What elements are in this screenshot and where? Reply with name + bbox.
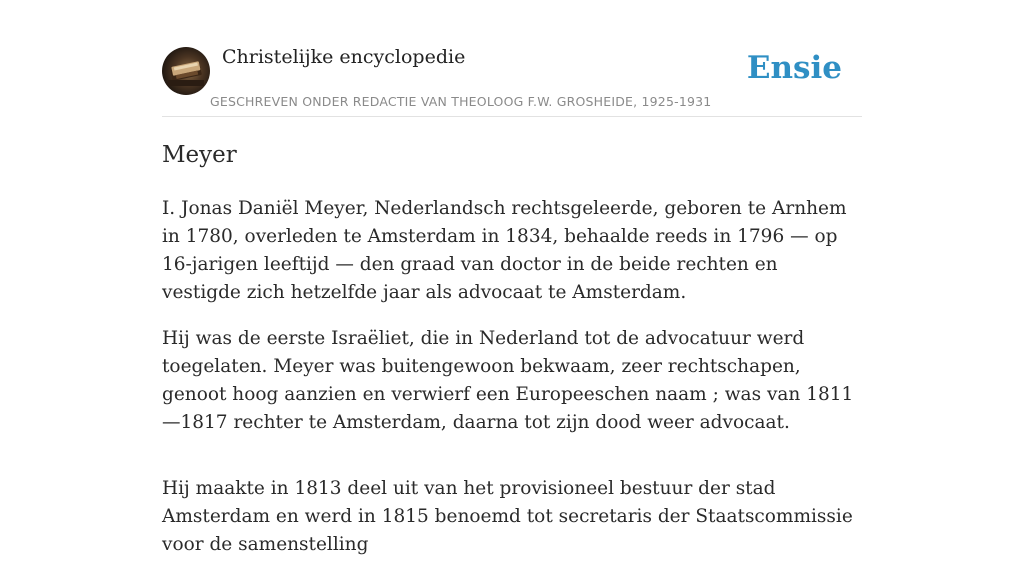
ensie-logo-link[interactable]: Ensie <box>746 50 842 86</box>
article-paragraph: Hij maakte in 1813 deel uit van het provisioneel bestuur der stad Amsterdam en werd in 1815 benoemd tot secretaris der Staatscommissie voor de samenstelling <box>162 478 853 555</box>
site-header <box>162 44 862 117</box>
site-avatar[interactable] <box>162 47 210 95</box>
article-paragraph: I. Jonas Daniël Meyer, Nederlandsch rechtsgeleerde, geboren te Arnhem in 1780, overleden te Amsterdam in 1834, behaalde reeds in 1796 — op 16-jarigen leeftijd — den graad van doctor in de beide rechten en vestigde zich hetzelfde jaar als advocaat te Amsterdam. <box>162 198 847 303</box>
book-photo-icon <box>162 47 210 95</box>
article <box>162 138 862 577</box>
article-title: Meyer <box>162 142 237 168</box>
site-subtitle: GESCHREVEN ONDER REDACTIE VAN THEOLOOG F.W. GROSHEIDE, 1925-1931 <box>210 94 712 109</box>
site-title[interactable]: Christelijke encyclopedie <box>222 46 466 68</box>
article-paragraph: Hij was de eerste Israëliet, die in Nederland tot de advocatuur werd toegelaten. Meyer was buitengewoon bekwaam, zeer rechtschapen, genoot hoog aanzien en verwierf een Europeeschen naam ; was van 1811—1817 rechter te Amsterdam, daarna tot zijn dood weer advocaat. <box>162 328 854 433</box>
